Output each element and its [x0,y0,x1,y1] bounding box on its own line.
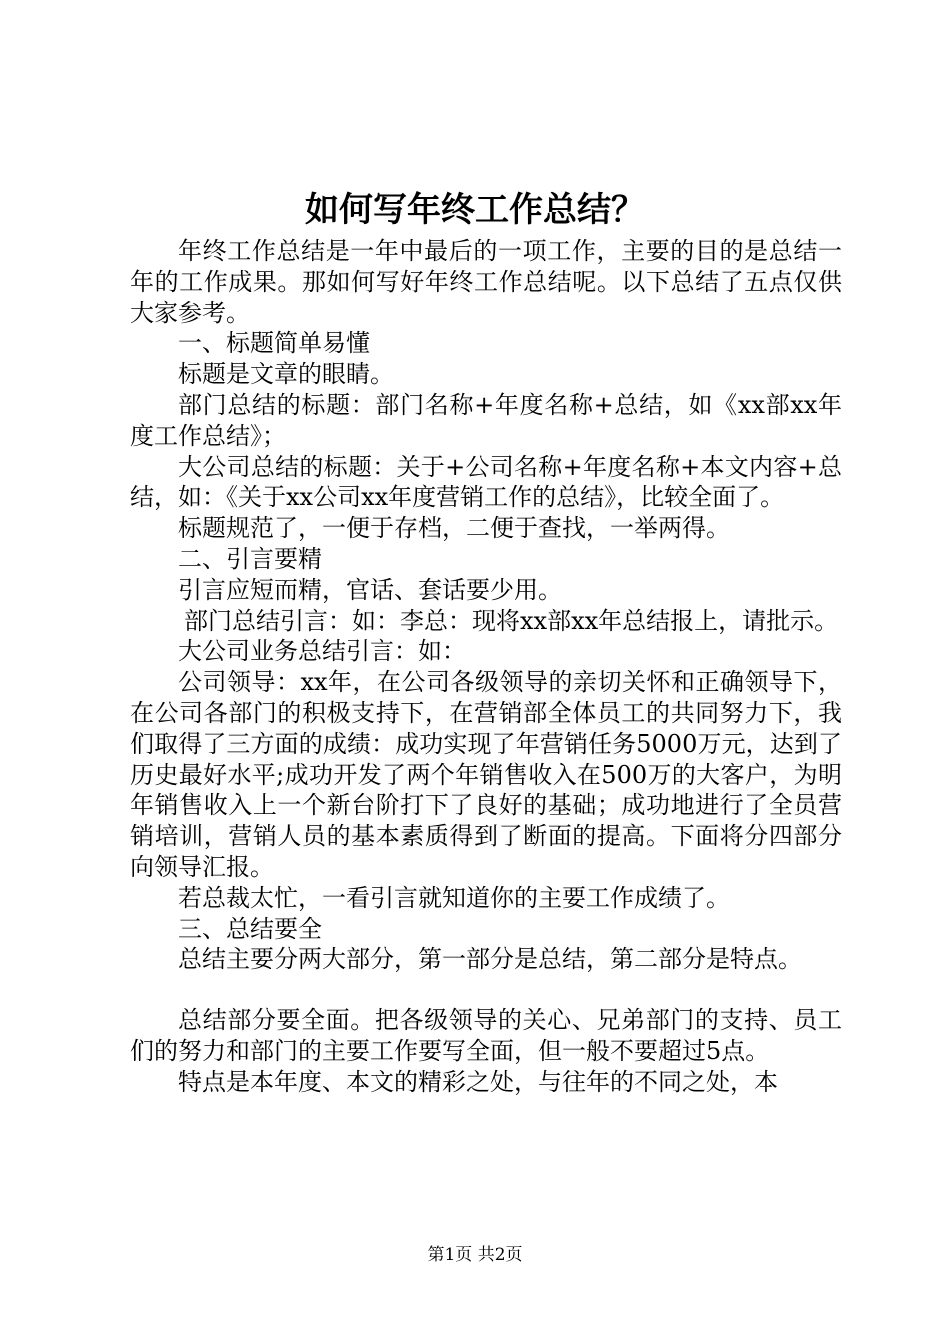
paragraph-intro: 年终工作总结是一年中最后的一项工作，主要的目的是总结一年的工作成果。那如何写好年终工作总结呢。以下总结了五点仅供大家参考。 [130,237,842,327]
section-heading-2: 二、引言要精 [178,544,322,573]
paragraph: 部门总结引言：如：李总：现将xx部xx年总结报上，请批示。 [184,606,839,635]
paragraph: 公司领导：xx年，在公司各级领导的亲切关怀和正确领导下，在公司各部门的积极支持下，在营销部全体员工的共同努力下，我们取得了三方面的成绩：成功实现了年营销任务5000万元，达到了历史最好水平;成功开发了两个年销售收入在500万的大客户，为明年销售收入上一个新台阶打下了良好的基础；成功地进行了全员营销培训，营销人员的基本素质得到了断面的提高。下面将分四部分向领导汇报。 [130,668,842,881]
paragraph: 部门总结的标题：部门名称+年度名称+总结，如《xx部xx年度工作总结》； [130,390,842,450]
page-footer: 第1页 共2页 [427,1245,523,1265]
paragraph: 标题规范了，一便于存档，二便于查找，一举两得。 [178,514,730,543]
document-title: 如何写年终工作总结？ [305,190,645,230]
document-body [130,236,842,1098]
paragraph: 大公司业务总结引言：如： [178,637,466,666]
section-heading-3: 三、总结要全 [178,914,322,943]
paragraph: 引言应短而精，官话、套话要少用。 [178,575,562,604]
paragraph: 特点是本年度、本文的精彩之处，与往年的不同之处，本 [178,1067,778,1096]
paragraph: 若总裁太忙，一看引言就知道你的主要工作成绩了。 [178,883,730,912]
section-heading-1: 一、标题简单易懂 [178,329,370,358]
paragraph: 总结部分要全面。把各级领导的关心、兄弟部门的支持、员工们的努力和部门的主要工作要写全面，但一般不要超过5点。 [130,1006,842,1065]
paragraph: 标题是文章的眼睛。 [178,360,394,389]
paragraph: 大公司总结的标题：关于+公司名称+年度名称+本文内容+总结，如：《关于xx公司xx年度营销工作的总结》，比较全面了。 [130,452,842,512]
paragraph: 总结主要分两大部分，第一部分是总结，第二部分是特点。 [178,945,802,974]
